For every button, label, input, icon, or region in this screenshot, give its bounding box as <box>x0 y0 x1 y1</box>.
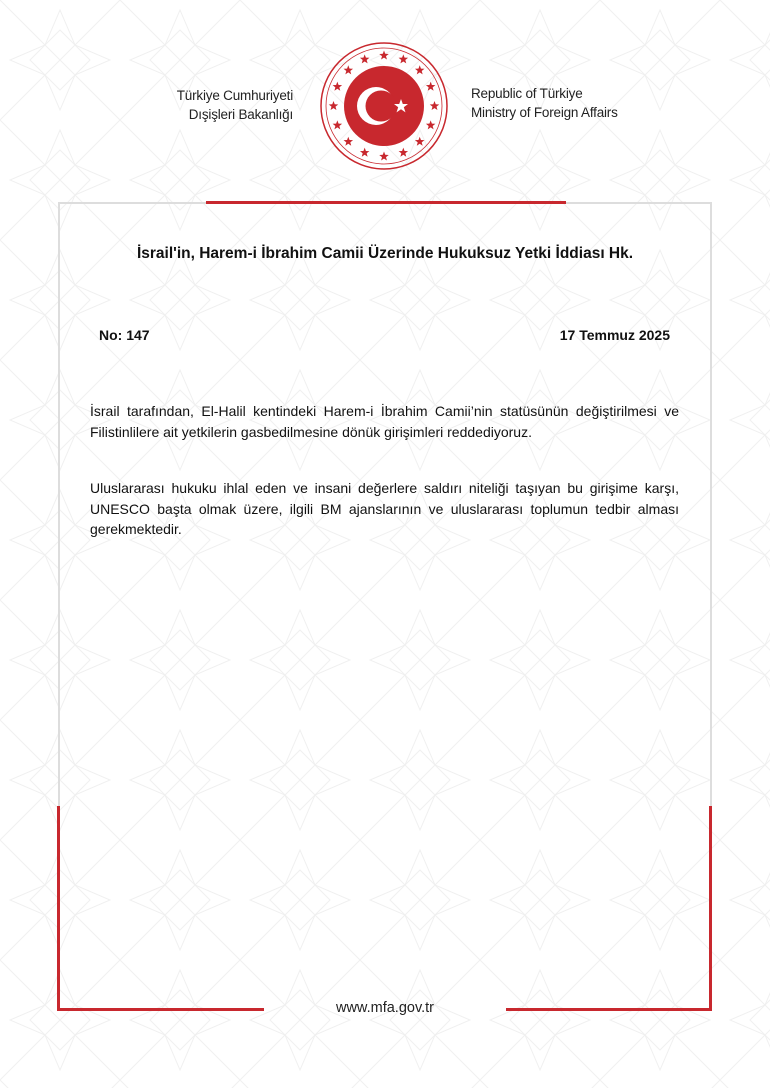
frame-left <box>58 202 60 807</box>
seal-ring-star <box>333 120 343 129</box>
header-right-line1: Republic of Türkiye <box>471 86 583 101</box>
paragraph-2: Uluslararası hukuku ihlal eden ve insani değerlere saldırı niteliği taşıyan bu girişime karşı, UNESCO başta olmak üzere, ilgili BM ajanslarının ve uluslararası toplumun tedbir alması gerekmektedir. <box>90 480 679 537</box>
seal-ring-star <box>399 54 409 63</box>
seal-ring-star <box>379 152 389 161</box>
document-date: 17 Temmuz 2025 <box>559 327 670 343</box>
right-red-accent <box>709 806 712 1011</box>
frame-top-right <box>566 202 712 204</box>
frame-top-left <box>58 202 206 204</box>
ministry-seal-logo <box>318 40 450 172</box>
seal-ring-star <box>329 101 339 110</box>
seal-ring-star <box>426 120 436 129</box>
seal-ring-star <box>333 82 343 91</box>
paragraph-1: İsrail tarafından, El-Halil kentindeki Harem-i İbrahim Camii’nin statüsünün değiştirilmesi ve Filistinlilere ait yetkilerin gasbedilmesine dönük girişimleri reddediyoruz. <box>90 403 679 440</box>
seal-ring-star <box>360 54 370 63</box>
seal-ring-star <box>344 65 354 74</box>
bottom-red-left <box>57 1008 264 1011</box>
seal-ring-star <box>399 148 409 157</box>
header-left-line1: Türkiye Cumhuriyeti <box>176 88 293 103</box>
seal-ring-star <box>415 137 425 146</box>
document-title: İsrail'in, Harem-i İbrahim Camii Üzerinde Hukuksuz Yetki İddiası Hk. <box>136 245 634 262</box>
seal-ring-star <box>344 137 354 146</box>
header-turkish-name <box>150 86 293 124</box>
header-right-line2: Ministry of Foreign Affairs <box>471 105 618 120</box>
header-english-name <box>471 84 671 122</box>
header-left-line2: Dışişleri Bakanlığı <box>188 107 293 122</box>
top-red-accent <box>206 201 566 204</box>
document-number: No: 147 <box>99 327 150 343</box>
bottom-red-right <box>506 1008 712 1011</box>
seal-ring-star <box>360 148 370 157</box>
left-red-accent <box>57 806 60 1011</box>
seal-ring-star <box>415 65 425 74</box>
seal-ring-star <box>426 82 436 91</box>
seal-ring-star <box>430 101 440 110</box>
seal-ring-star <box>379 51 389 60</box>
frame-right <box>710 202 712 807</box>
footer-website-link[interactable]: www.mfa.gov.tr <box>335 1000 435 1016</box>
